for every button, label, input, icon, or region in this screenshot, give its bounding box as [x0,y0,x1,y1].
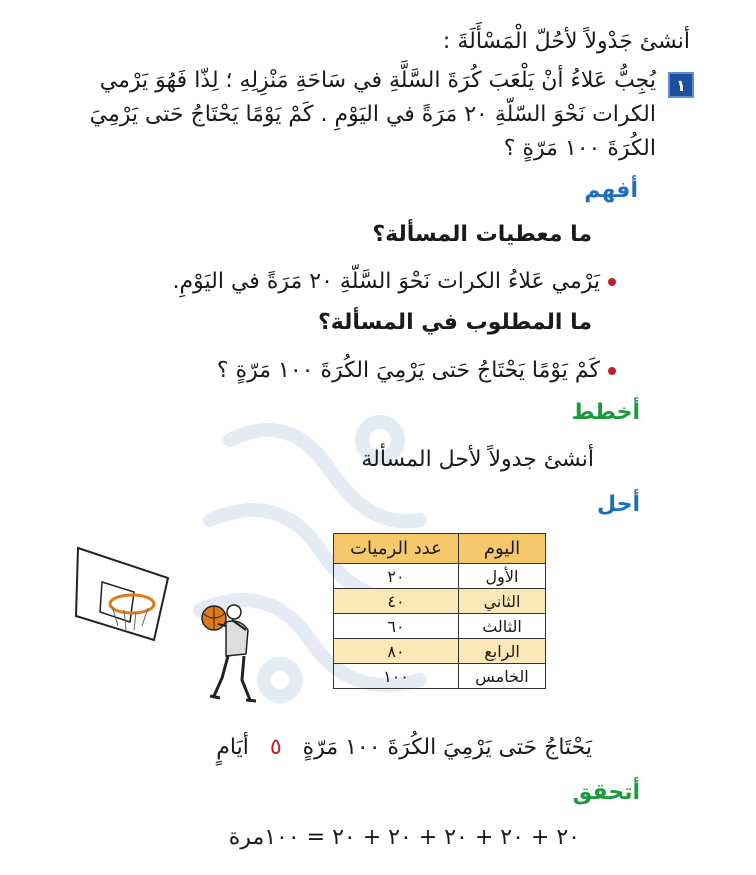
plan-heading: أخطط [571,400,640,425]
answer-text: يَحْتَاجُ حَتى يَرْمِيَ الكُرَةَ ١٠٠ مَرّةٍ [302,735,592,760]
basketball-player-icon [196,600,266,705]
required-text: كَمْ يَوْمًا يَحْتَاجُ حَتى يَرْمِيَ الكُرَةَ ١٠٠ مَرّةٍ ؟ [216,358,600,383]
plan-text: أنشئ جدولاً لأحل المسألة [361,447,594,472]
bullet-icon [608,278,616,286]
answer-unit: أيَامٍ [216,735,249,760]
table-row [334,639,546,664]
table-header-day: اليوم [459,534,546,564]
required-item [217,355,616,387]
table-cell-day: الثالث [459,614,546,639]
table-cell-throws: ٨٠ [334,639,459,664]
table-row [334,564,546,589]
given-item [173,266,616,298]
check-equation: ٢٠ + ٢٠ + ٢٠ + ٢٠ + ٢٠ = ١٠٠مرة [228,825,580,850]
table-cell-day: الخامس [459,664,546,689]
check-heading: أتحقق [572,780,640,805]
table-row [334,664,546,689]
table-cell-throws: ٤٠ [334,589,459,614]
answer-number: ٥ [269,735,282,760]
required-question: ما المطلوب في المسألة؟ [318,310,592,335]
throws-table [333,533,546,689]
table-cell-day: الثاني [459,589,546,614]
table-cell-day: الأول [459,564,546,589]
intro-instruction: أنشئ جَدْولاً لأحُلّ الْمَسْأَلَةَ : [442,29,690,54]
table-cell-throws: ١٠٠ [334,664,459,689]
answer-sentence [216,732,592,764]
given-text: يَرْمي عَلاءُ الكرات نَحْوَ السَّلّةِ ٢٠ مَرَةً في اليَوْمِ. [172,269,600,294]
table-cell-throws: ٦٠ [334,614,459,639]
table-row [334,614,546,639]
table-row [334,589,546,614]
given-question: ما معطيات المسألة؟ [372,222,592,247]
question-number-badge: ١ [668,72,694,98]
table-cell-day: الرابع [459,639,546,664]
solve-heading: أحل [596,492,640,517]
table-header-throws: عدد الرميات [334,534,459,564]
basketball-hoop-icon [72,542,172,647]
question-text: يُجِبُّ عَلاءُ أنْ يَلْعَبَ كُرَةَ السَّلَّةِ في سَاحَةِ مَنْزِلِهِ ؛ لِذّا فَهُوَ يَرْمي الكرات نَحْوَ السّلّةِ ٢٠ مَرَةً في اليَوْمِ . كَمْ يَوْمًا يَحْتَاجُ حَتى يَرْمِيَ الكُرَةَ ١٠٠ مَرّةٍ ؟ [89,68,656,161]
table-cell-throws: ٢٠ [334,564,459,589]
understand-heading: أفهم [584,178,638,203]
bullet-icon [608,367,616,375]
